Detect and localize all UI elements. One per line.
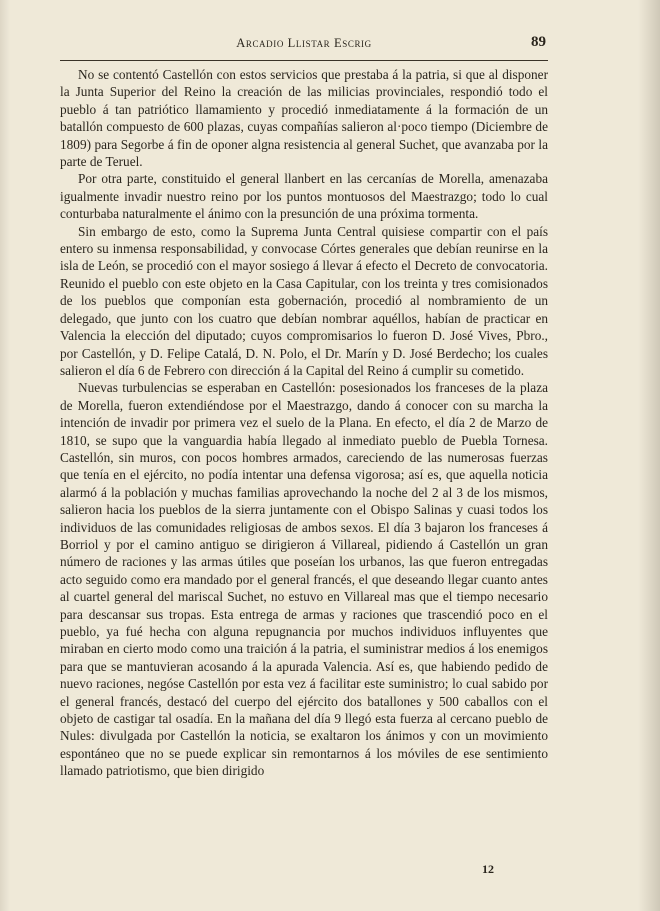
page-header [62, 36, 546, 54]
running-title: Arcadio Llistar Escrig [236, 36, 372, 50]
page-edge-shading [0, 0, 10, 911]
header-rule [60, 60, 548, 61]
paragraph: Nuevas turbulencias se esperaban en Castellón: posesionados los franceses de la plaza de Morella, fueron extendiéndose por el Maestrazgo, dando á conocer con su marcha la intención de invadir por primera vez el suelo de la Plana. En efecto, el día 2 de Marzo de 1810, se supo que la vanguardia había llegado al inmediato pueblo de Puebla Tornesa. Castellón, sin muros, con pocos hombres armados, careciendo de las numerosas fuerzas que tenía en el ejército, no podía intentar una defensa vigorosa; así es, que aquella noticia alarmó á la población y muchas familias aprovechando la noche del 2 al 3 de los mismos, salieron hacia los pueblos de la sierra juntamente con el Obispo Salinas y cuasi todos los individuos de las comunidades religiosas de ambos sexos. El día 3 bajaron los franceses á Borriol y por el camino antiguo se dirigieron á Villareal, pidiendo á Castellón un gran número de raciones y las armas útiles que poseían los urbanos, las que fueron entregadas acto seguido como era mandado por el general francés, el que deseando llegar cuanto antes al cuartel general del mariscal Suchet, no estuvo en Villareal mas que el tiempo necesario para descansar sus tropas. Esta entrega de armas y raciones que trascendió poco en el pueblo, ya fué hecha con alguna repugnancia por muchos individuos influyentes que miraban en cierto modo como una traición á la patria, el suministrar medios á los enemigos para que se mantuvieran acosando á la apurada Valencia. Así es, que habiendo pedido de nuevo raciones, negóse Castellón por esta vez á facilitar este suministro; lo cual sabido por el general francés, destacó del cuerpo del ejército dos batallones y 500 caballos con el objeto de castigar tal osadía. En la mañana del día 9 llegó esta fuerza al cercano pueblo de Nules: divulgada por Castellón la noticia, se exaltaron los ánimos y con un movimiento espontáneo que no se puede explicar sin remontarnos á los móviles de ese sentimiento llamado patriotismo, que bien dirigido [60, 380, 548, 779]
paragraph: No se contentó Castellón con estos servicios que prestaba á la patria, si que al disponer la Junta Superior del Reino la creación de las milicias provinciales, respondió todo el pueblo á tan patriótico llamamiento y procedió inmediatamente á la formación de un batallón compuesto de 600 plazas, cuyas compañías salieron al·poco tiempo (Diciembre de 1809) para Segorbe á fin de oponer algna resistencia al general Suchet, que avanzaba por la parte de Teruel. [60, 67, 548, 170]
gutter-shadow [638, 0, 660, 911]
signature-mark: 12 [482, 862, 494, 876]
body-text [60, 66, 548, 780]
page-number: 89 [531, 34, 546, 50]
paragraph: Por otra parte, constituido el general llanbert en las cercanías de Morella, amenazaba igualmente invadir nuestro reino por los puntos montuosos del Maestrazgo; todo lo cual conturbaba naturalmente el ánimo con la presunción de una próxima tormenta. [60, 171, 548, 222]
paragraph: Sin embargo de esto, como la Suprema Junta Central quisiese compartir con el país entero su inmensa responsabilidad, y convocase Córtes generales que debían reunirse en la isla de León, se procedió con el mayor sosiego á llevar á efecto el Decreto de convocatoria. Reunido el pueblo con este objeto en la Casa Capitular, con los treinta y tres comisionados de los pueblos que componían esta gobernación, procedió al nombramiento de un delegado, que junto con los cuatro que debían nombrar aquéllos, habían de practicar en Valencia la elección del diputado; cuyos compromisarios lo fueron D. José Vives, Pbro., por Castellón, y D. Felipe Catalá, D. N. Polo, el Dr. Marín y D. José Berdecho; los cuales salieron el día 6 de Febrero con dirección á la Capital del Reino á cumplir su cometido. [60, 223, 548, 378]
